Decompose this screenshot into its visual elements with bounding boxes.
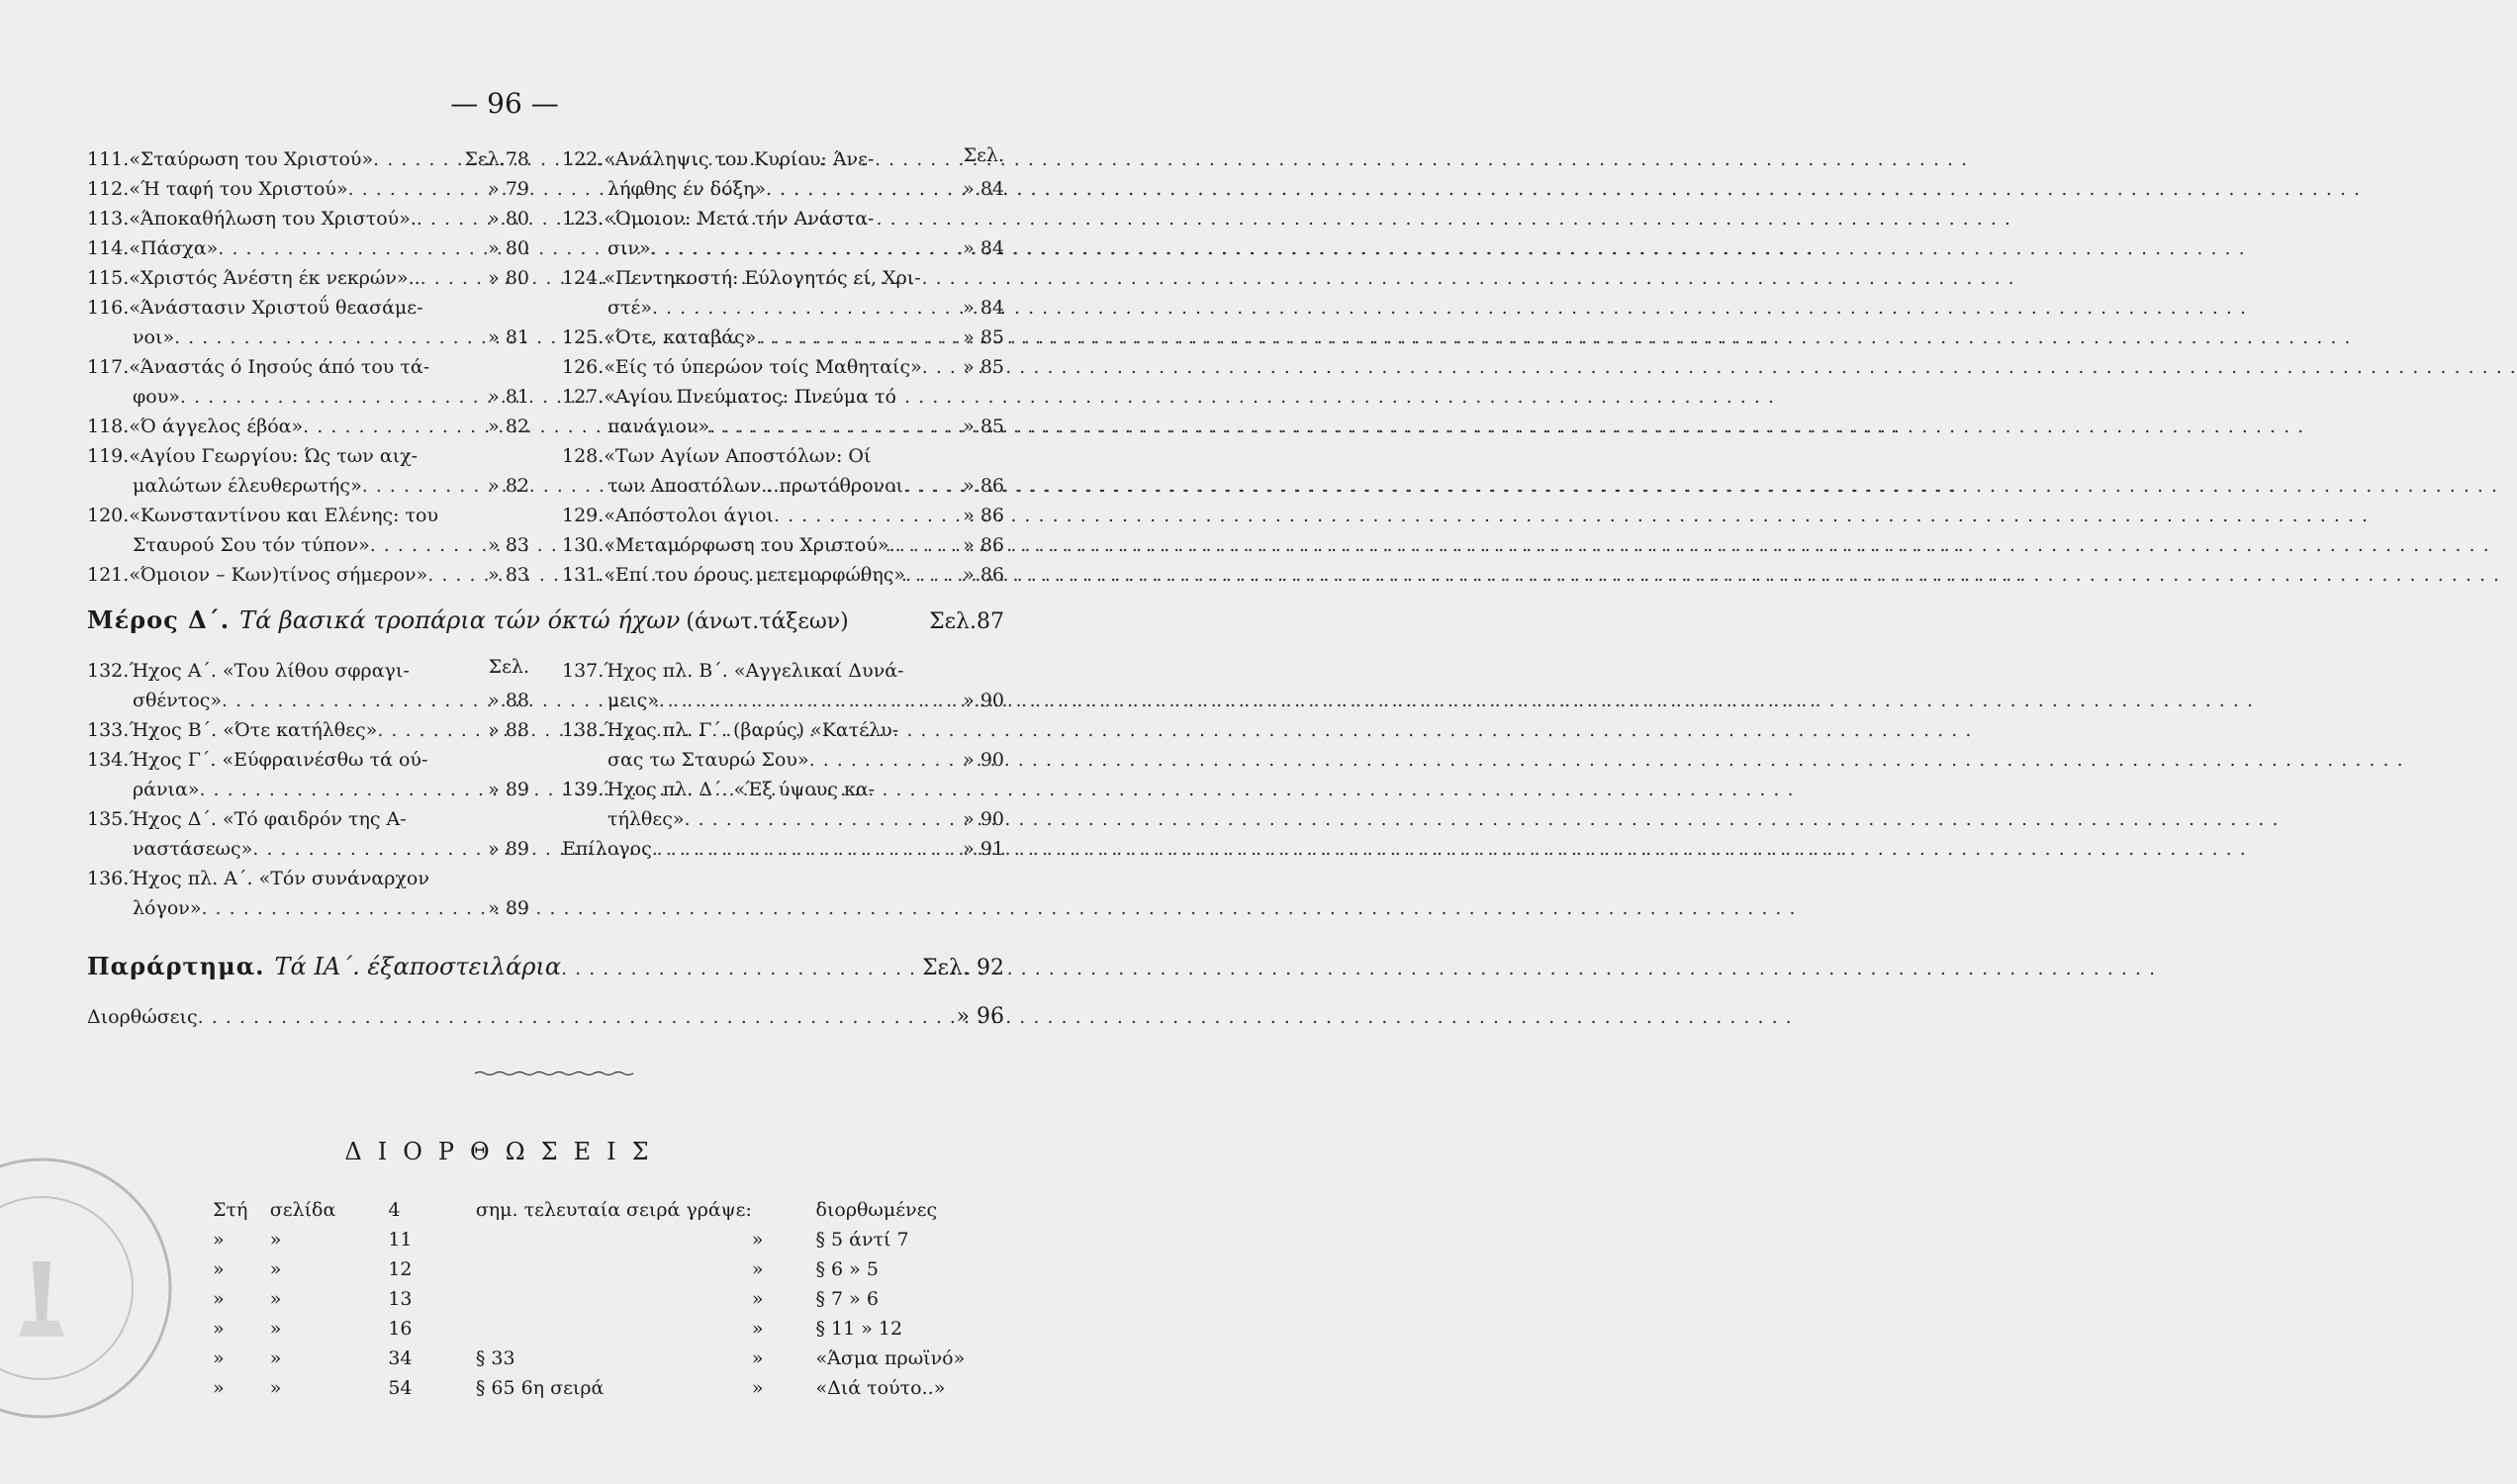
errata-cell-c: 11 — [388, 1229, 413, 1251]
part-d-label: Μέρος Δ΄. — [87, 605, 231, 634]
entry-text: «Αγίου Γεωργίου: Ώς των αιχ- — [129, 445, 419, 467]
toc-entry — [87, 804, 529, 864]
appendix-title: Τά ΙΑ΄. έξαποστειλάρια — [274, 953, 562, 980]
entry-text: ράνια» — [133, 779, 200, 800]
entry-text: «Πάσχα» — [129, 237, 219, 259]
toc-entry-line — [562, 323, 1004, 352]
errata-cell-e — [752, 1199, 816, 1229]
entry-text: Ήχος πλ. Γ΄. (βαρύς) «Κατέλυ- — [604, 719, 899, 741]
entry-page: » 86 — [963, 505, 1004, 526]
entry-page: » 88 — [488, 690, 529, 711]
errata-row — [213, 1318, 1009, 1347]
entry-text: «Κωνσταντίνου και Ελένης: του — [129, 505, 439, 526]
toc-entry — [562, 530, 1004, 560]
toc-entry-line — [87, 501, 529, 530]
entry-text: λόγον» — [133, 897, 202, 919]
entry-page: » 79 — [488, 178, 529, 200]
errata-row — [213, 1199, 1009, 1229]
leader-dots — [362, 471, 484, 501]
leader-dots — [303, 412, 484, 441]
entry-number: 116. — [87, 297, 130, 319]
entry-text: «Όμοιον – Κων)τίνος σήμερον» — [129, 564, 428, 586]
entry-page: » 90 — [963, 749, 1004, 771]
errata-row — [213, 1377, 1009, 1407]
leader-dots — [895, 530, 960, 560]
entry-text: στέ» — [607, 297, 652, 319]
entry-text: «Άποκαθήλωση του Χριστού». — [129, 208, 417, 230]
errata-cell-a: » — [213, 1377, 225, 1399]
entry-number: 138. — [562, 719, 605, 741]
entry-text: σιν» — [607, 237, 651, 259]
toc-entry — [562, 560, 1004, 590]
errata-cell-f: § 7 » 6 — [815, 1288, 879, 1310]
errata-row — [213, 1347, 1009, 1377]
errata-cell-a: » — [213, 1288, 225, 1310]
errata-cell-d — [476, 1229, 752, 1258]
entry-number: 113. — [87, 208, 130, 230]
toc-entry-line — [87, 233, 529, 263]
entry-text: φου» — [133, 386, 180, 408]
toc-entry-line — [562, 686, 1004, 715]
errata-cell-a: » — [213, 1347, 225, 1369]
leader-dots — [420, 263, 485, 293]
entry-page: » 81 — [488, 386, 529, 408]
entry-text: σθέντος» — [133, 690, 223, 711]
errata-cell-d — [476, 1258, 752, 1288]
entry-page: » 85 — [963, 326, 1004, 348]
toc-entry — [87, 864, 529, 923]
entry-number: 139. — [562, 779, 605, 800]
entry-page: » 80 — [488, 267, 529, 289]
toc-entry — [87, 233, 529, 263]
entry-page: » 85 — [963, 416, 1004, 437]
errata-cell-d — [476, 1288, 752, 1318]
leader-dots — [370, 530, 484, 560]
entry-page: » 80 — [488, 237, 529, 259]
errata-cell-b: » — [269, 1229, 282, 1251]
errata-row — [213, 1258, 1009, 1288]
corrections-label: Διορθώσεις — [87, 1006, 198, 1028]
errata-row — [213, 1288, 1009, 1318]
toc-entry-line — [87, 893, 529, 923]
entry-text: «Των Αγίων Αποστόλων: Οί — [604, 445, 872, 467]
toc-entry-line — [562, 775, 1004, 804]
toc-entry — [562, 382, 1004, 441]
toc-entry-line — [87, 412, 529, 441]
toc-entry-line — [562, 382, 1004, 412]
entry-number: 132. — [87, 660, 130, 682]
toc-entry-line — [562, 471, 1004, 501]
entry-text: Ήχος Β΄. «Ότε κατήλθες» — [129, 719, 378, 741]
toc-entry-line — [87, 804, 529, 834]
entry-text: Ήχος πλ. Β΄. «Αγγελικαί Δυνά- — [604, 660, 904, 682]
part-d-note: (άνωτ.τάξεων) — [686, 609, 849, 634]
entry-page: » 88 — [488, 719, 529, 741]
toc-entry-line — [87, 745, 529, 775]
toc-entry-line — [87, 471, 529, 501]
errata-cell-b: » — [269, 1288, 282, 1310]
errata-cell-c: 16 — [388, 1318, 413, 1340]
entry-number: 120. — [87, 505, 130, 526]
entry-text: «Όμοιον: Μετά τήν Ανάστα- — [604, 208, 875, 230]
entry-text: «Μεταμόρφωση του Χριστού». — [604, 534, 895, 556]
corrections-page: » 96 — [956, 1004, 1004, 1029]
entry-page: » 84 — [963, 237, 1004, 259]
entry-number: 124. — [562, 267, 605, 289]
toc-entry-line — [562, 530, 1004, 560]
errata-cell-e: » — [751, 1229, 764, 1251]
entry-number: 121. — [87, 564, 130, 586]
toc-entry — [87, 263, 529, 293]
toc-entry-line — [87, 441, 529, 471]
entry-page: » 83 — [488, 564, 529, 586]
parliament-stamp — [0, 1153, 178, 1425]
leader-dots — [709, 412, 959, 441]
entry-number: 128. — [562, 445, 605, 467]
leader-dots — [561, 958, 914, 979]
entry-number: 129. — [562, 505, 605, 526]
entry-number: 127. — [562, 386, 605, 408]
entry-page: » 86 — [963, 534, 1004, 556]
toc-entry — [562, 501, 1004, 530]
entry-number: 133. — [87, 719, 130, 741]
entry-text: Ήχος Α΄. «Του λίθου σφραγι- — [129, 660, 410, 682]
entry-page: » 90 — [963, 808, 1004, 830]
entry-text: μαλώτων έλευθερωτής» — [133, 475, 362, 497]
entry-text: τήλθες» — [607, 808, 685, 830]
errata-cell-e: » — [751, 1288, 764, 1310]
errata-cell-f: «Διά τούτο..» — [815, 1377, 946, 1399]
toc-entry-line — [562, 263, 1004, 293]
toc-entry — [87, 560, 529, 590]
entry-page: » 86 — [963, 475, 1004, 497]
errata-cell-a: » — [213, 1258, 225, 1280]
toc-entry-line — [87, 715, 529, 745]
entry-page: » 89 — [488, 838, 529, 860]
page-number: — 96 — — [450, 87, 559, 120]
toc-entry — [87, 352, 529, 412]
entry-number: 125. — [562, 326, 605, 348]
errata-cell-b: » — [269, 1318, 282, 1340]
errata-cell-e: » — [751, 1258, 764, 1280]
entry-page: » 85 — [963, 356, 1004, 378]
entry-page: » 84 — [963, 297, 1004, 319]
toc-entry-line — [562, 233, 1004, 263]
leader-dots — [905, 560, 959, 590]
entry-number: 118. — [87, 416, 130, 437]
entry-page: » 91 — [963, 838, 1004, 860]
entry-text: «Σταύρωση του Χριστού» — [129, 148, 374, 170]
entry-text: «Ανάληψις του Κυρίου: Άνε- — [604, 148, 875, 170]
entry-text: «Αγίου Πνεύματος: Πνεύμα τό — [604, 386, 896, 408]
entry-number: 114. — [87, 237, 130, 259]
entry-page: » 89 — [488, 779, 529, 800]
leader-dots — [809, 745, 960, 775]
toc-entry-line — [87, 560, 529, 590]
toc-entry — [87, 441, 529, 501]
entry-text: πανάγιον» — [607, 416, 710, 437]
toc-entry-line — [87, 144, 529, 174]
errata-row — [213, 1229, 1009, 1258]
entry-text: σας τω Σταυρώ Σου» — [607, 749, 809, 771]
toc-entry-line — [87, 686, 529, 715]
toc-entry-line — [562, 412, 1004, 441]
entry-page: » 86 — [963, 564, 1004, 586]
leader-dots — [774, 501, 959, 530]
entry-number: 137. — [562, 660, 605, 682]
leader-dots — [766, 174, 959, 204]
errata-cell-a: » — [213, 1318, 225, 1340]
errata-cell-b: » — [269, 1258, 282, 1280]
errata-cell-c: 54 — [388, 1377, 413, 1399]
entry-text: Ήχος πλ. Α΄. «Τόν συνάναρχον — [129, 868, 429, 889]
entry-number: 126. — [562, 356, 605, 378]
entry-number: 136. — [87, 868, 130, 889]
errata-cell-d: § 65 6η σειρά — [475, 1377, 605, 1399]
entry-number: 111. — [87, 148, 130, 170]
entry-number: 134. — [87, 749, 130, 771]
toc-entry — [87, 715, 529, 745]
entry-page: » 82 — [488, 416, 529, 437]
toc-entry — [87, 204, 529, 233]
leader-dots — [201, 893, 484, 923]
leader-dots — [903, 471, 959, 501]
errata-cell-a: Στή — [213, 1199, 248, 1221]
toc-entry — [87, 144, 529, 174]
toc-entry — [87, 656, 529, 715]
entry-text: «Χριστός Άνέστη έκ νεκρών».. — [129, 267, 420, 289]
part-d-title: Τά βασικά τροπάρια τών όκτώ ήχων — [239, 606, 681, 634]
entry-text: «Είς τό ύπερώον τοίς Μαθηταίς» — [604, 356, 922, 378]
entry-text: «Ότε, καταβάς» — [604, 326, 757, 348]
toc-entry-line — [562, 656, 1004, 686]
part-d-page: Σελ.87 — [929, 609, 1004, 634]
leader-dots — [198, 1006, 949, 1028]
toc-entry-line — [87, 323, 529, 352]
entry-page: » 90 — [963, 690, 1004, 711]
errata-cell-b: σελίδα — [269, 1199, 336, 1221]
errata-cell-c: 12 — [388, 1258, 413, 1280]
errata-cell-f: § 11 » 12 — [815, 1318, 903, 1340]
leader-dots — [218, 233, 484, 263]
entry-text: των Αποστόλων...πρωτόθρονοι — [607, 475, 903, 497]
leader-dots — [652, 834, 959, 864]
entry-number: 117. — [87, 356, 130, 378]
entry-page: » 81 — [488, 326, 529, 348]
part-d-heading — [87, 605, 1004, 634]
entry-number: 122. — [562, 148, 605, 170]
leader-dots — [377, 715, 484, 745]
toc-entry-line — [562, 501, 1004, 530]
entry-number: 130. — [562, 534, 605, 556]
page-column-header: Σελ. — [488, 656, 529, 678]
toc-entry-line — [562, 144, 1004, 174]
errata-cell-f: διορθωμένες — [815, 1199, 938, 1221]
leader-dots — [373, 144, 460, 174]
appendix-heading — [87, 952, 1004, 980]
toc-entry — [562, 656, 1004, 715]
entry-text: «Επί του όρους μετεμορφώθης» — [604, 564, 905, 586]
toc-entry-line — [562, 745, 1004, 775]
leader-dots — [684, 804, 959, 834]
entry-page: » 83 — [488, 534, 529, 556]
errata-cell-e: » — [751, 1377, 764, 1399]
appendix-page: Σελ. 92 — [922, 956, 1004, 980]
toc-entry — [87, 412, 529, 441]
entry-text: λήφθης έν δόξη» — [607, 178, 767, 200]
toc-entry-line — [562, 804, 1004, 834]
toc-entry-line — [562, 293, 1004, 323]
toc-entry-line — [87, 656, 529, 686]
toc-entry-line — [87, 204, 529, 233]
errata-cell-c: 13 — [388, 1288, 413, 1310]
toc-entry-line — [562, 441, 1004, 471]
entry-number: 112. — [87, 178, 130, 200]
entry-page: » 82 — [488, 475, 529, 497]
errata-cell-f: § 5 άντί 7 — [815, 1229, 909, 1251]
toc-entry-line — [562, 834, 1004, 864]
wavy-divider — [475, 1070, 633, 1076]
leader-dots — [174, 323, 484, 352]
errata-cell-e: » — [751, 1347, 764, 1369]
entry-number: 119. — [87, 445, 130, 467]
entry-text: «Ό άγγελος έβόα» — [129, 416, 304, 437]
toc-entry-line — [87, 775, 529, 804]
errata-cell-a: » — [213, 1229, 225, 1251]
toc-entry-line — [87, 382, 529, 412]
appendix-label: Παράρτημα. — [87, 952, 265, 980]
leader-dots — [417, 204, 484, 233]
toc-entry-line — [562, 204, 1004, 233]
entry-text: Επίλογος — [562, 838, 652, 860]
entry-number: 131. — [562, 564, 605, 586]
toc-entry-line — [87, 834, 529, 864]
entry-text: «Απόστολοι άγιοι — [604, 505, 774, 526]
entry-text: Ήχος Δ΄. «Τό φαιδρόν της Α- — [129, 808, 407, 830]
toc-entry-line — [87, 864, 529, 893]
leader-dots — [756, 323, 959, 352]
errata-cell-f: § 6 » 5 — [815, 1258, 879, 1280]
toc-entry-line — [562, 352, 1004, 382]
corrections-line — [87, 1004, 1004, 1029]
errata-cell-e: » — [751, 1318, 764, 1340]
leader-dots — [252, 834, 484, 864]
errata-heading: ΔΙΟΡΘΩΣΕΙΣ — [344, 1138, 665, 1165]
entry-text: νοι» — [133, 326, 175, 348]
toc-entry — [87, 293, 529, 352]
leader-dots — [922, 352, 959, 382]
entry-page: » 84 — [963, 178, 1004, 200]
entry-text: «Ή ταφή του Χριστού» — [129, 178, 348, 200]
entry-text: μεις» — [607, 690, 659, 711]
leader-dots — [427, 560, 484, 590]
entry-page: Σελ.78 — [464, 148, 529, 170]
toc-entry — [562, 715, 1004, 775]
toc-entry — [87, 174, 529, 204]
errata-cell-d — [476, 1318, 752, 1347]
toc-entry — [87, 745, 529, 804]
toc-entry — [562, 352, 1004, 382]
toc-entry — [562, 775, 1004, 834]
entry-text: ναστάσεως» — [133, 838, 253, 860]
errata-cell-c: 34 — [388, 1347, 413, 1369]
leader-dots — [659, 686, 959, 715]
leader-dots — [348, 174, 485, 204]
toc-entry — [562, 204, 1004, 263]
toc-entry-line — [87, 352, 529, 382]
entry-page: » 89 — [488, 897, 529, 919]
leader-dots — [199, 775, 484, 804]
toc-entry — [562, 263, 1004, 323]
entry-number: 123. — [562, 208, 605, 230]
errata-cell-f: «Άσμα πρωϊνό» — [815, 1347, 966, 1369]
toc-entry-line — [562, 715, 1004, 745]
entry-page: » 80 — [488, 208, 529, 230]
errata-cell-b: » — [269, 1347, 282, 1369]
toc-entry-line — [562, 174, 1004, 204]
toc-entry-line — [87, 174, 529, 204]
toc-entry — [562, 323, 1004, 352]
errata-cell-c: 4 — [388, 1199, 401, 1221]
entry-text: «Άναστάς ό Ιησούς άπό του τά- — [129, 356, 430, 378]
errata-cell-b: » — [269, 1377, 282, 1399]
toc-entry-line — [87, 293, 529, 323]
errata-cell-d: § 33 — [475, 1347, 515, 1369]
toc-entry-line — [87, 530, 529, 560]
toc-entry — [562, 144, 1004, 204]
entry-number: 115. — [87, 267, 130, 289]
leader-dots — [652, 293, 959, 323]
toc-entry — [562, 834, 1004, 864]
leader-dots — [651, 233, 960, 263]
entry-text: «Άνάστασιν Χριστοΰ θεασάμε- — [129, 297, 423, 319]
toc-entry — [87, 501, 529, 560]
page-column-header: Σελ. — [963, 144, 1004, 166]
toc-entry — [562, 441, 1004, 501]
entry-text: Σταυρού Σου τόν τύπον» — [133, 534, 370, 556]
leader-dots — [180, 382, 484, 412]
toc-entry-line — [87, 263, 529, 293]
entry-text: Ήχος Γ΄. «Εύφραινέσθω τά ού- — [129, 749, 428, 771]
toc-entry-line — [562, 560, 1004, 590]
entry-text: «Πεντηκοστή: Εύλογητός εί, Χρι- — [604, 267, 921, 289]
leader-dots — [222, 686, 484, 715]
entry-text: Ήχος πλ. Δ΄. «Έξ ύψους κα- — [604, 779, 876, 800]
errata-cell-d: σημ. τελευταία σειρά γράψε: — [475, 1199, 752, 1221]
entry-number: 135. — [87, 808, 130, 830]
errata-table — [213, 1199, 1009, 1407]
